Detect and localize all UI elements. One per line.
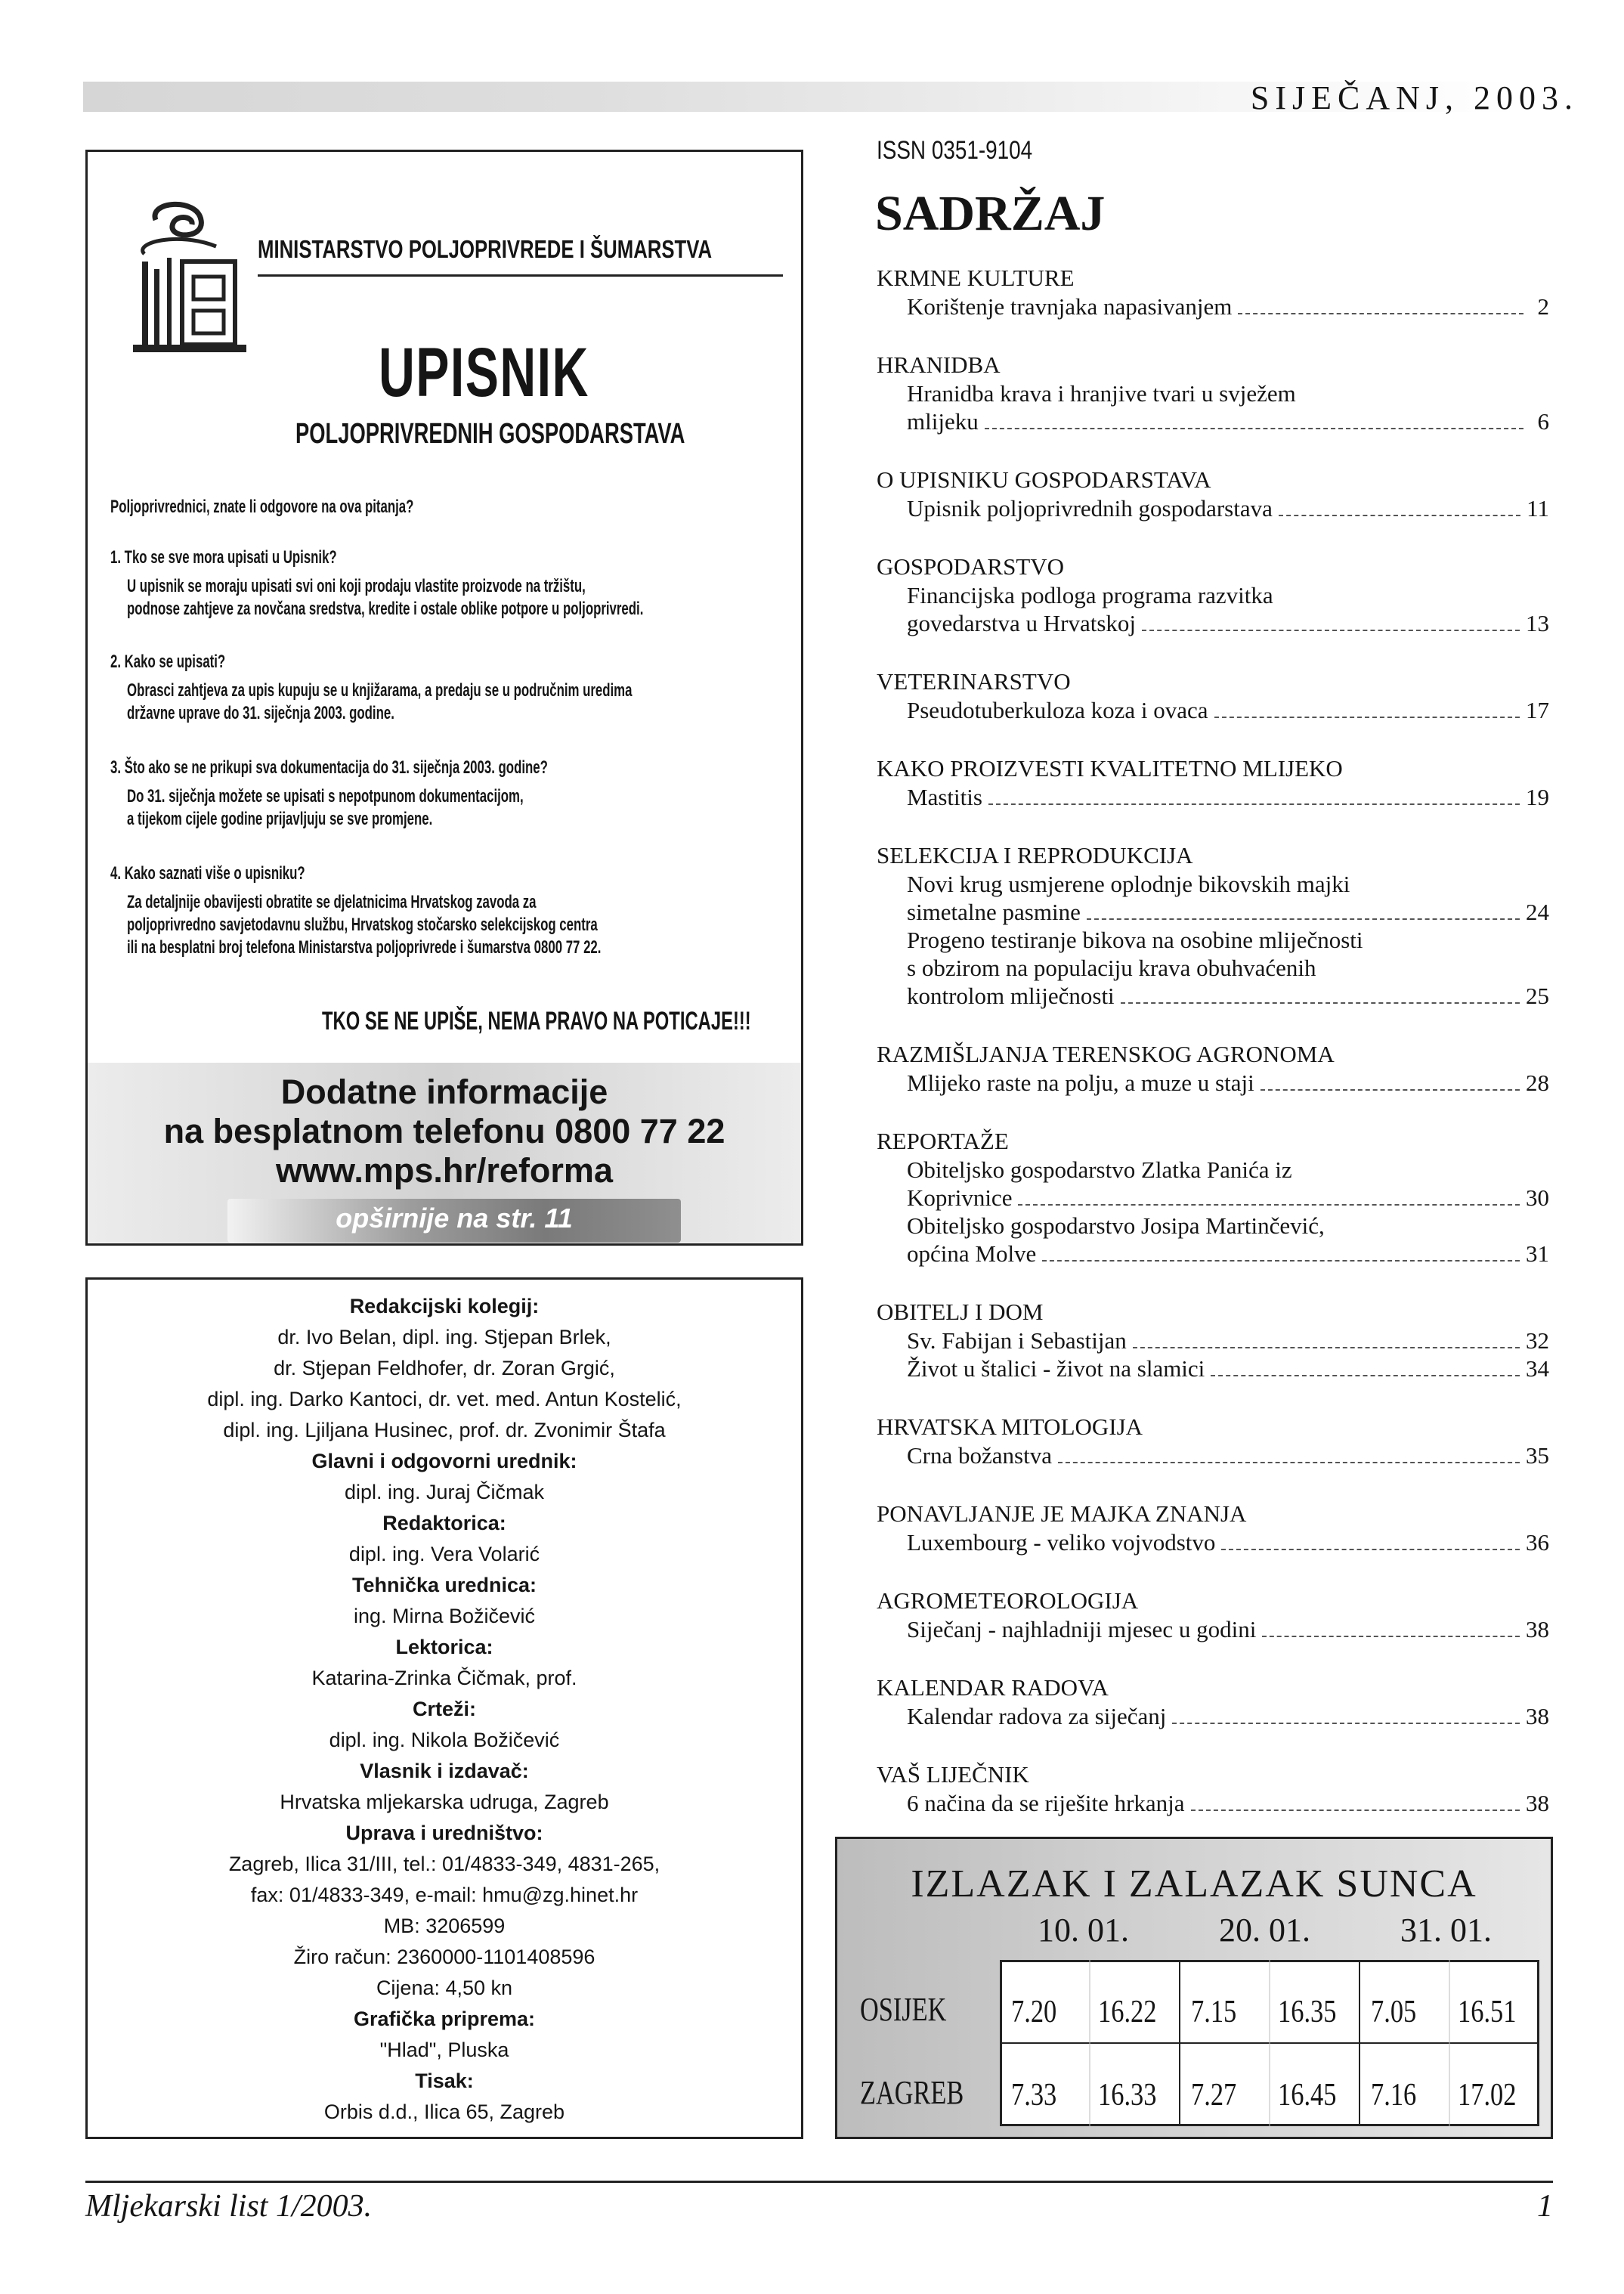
toc-section: PONAVLJANJE JE MAJKA ZNANJA — [877, 1500, 1247, 1527]
toc-page-number: 38 — [1526, 1790, 1549, 1816]
toc-page-number: 38 — [1526, 1616, 1549, 1642]
answer-4-line-3: ili na besplatni broj telefona Ministarstva poljoprivrede i šumarstva 0800 77 22. — [127, 937, 602, 958]
toc-entry[interactable] — [907, 1616, 1549, 1643]
editorial-role: Crteži: — [412, 1698, 476, 1720]
toc-leader — [1261, 1089, 1520, 1091]
sunset-time: 16.51 — [1458, 1995, 1517, 2029]
sunrise-time: 7.16 — [1371, 2078, 1417, 2113]
editorial-role: Lektorica: — [395, 1636, 493, 1658]
toc-entry-title: Kalendar radova za siječanj — [907, 1703, 1167, 1729]
registration-notice: TKO SE NE UPIŠE, NEMA PRAVO NA POTICAJE!!! — [322, 1007, 751, 1036]
toc-page-number: 24 — [1526, 899, 1549, 925]
toc-entry-title: Pseudotuberkuloza koza i ovaca — [907, 697, 1208, 723]
toc-entry[interactable] — [907, 983, 1549, 1010]
editorial-person: Orbis d.d., Ilica 65, Zagreb — [323, 2101, 565, 2123]
toc-page-number: 36 — [1526, 1529, 1549, 1556]
answer-4-line-1: Za detaljnije obavijesti obratite se djelatnicima Hrvatskog zavoda za — [127, 892, 537, 912]
editorial-person: dr. Ivo Belan, dipl. ing. Stjepan Brlek, — [277, 1326, 611, 1348]
toc-entry[interactable] — [907, 1327, 1549, 1354]
toc-entry-title: Mlijeko raste na polju, a muze u staji — [907, 1070, 1254, 1096]
info-phone: na besplatnom telefonu 0800 77 22 — [163, 1112, 725, 1150]
city-zagreb: ZAGREB — [860, 2074, 964, 2111]
toc-leader — [1133, 1347, 1520, 1348]
editorial-person: Hrvatska mljekarska udruga, Zagreb — [280, 1791, 609, 1813]
toc-entry-line: Novi krug usmjerene oplodnje bikovskih majki — [907, 871, 1350, 897]
toc-entry-title: mlijeku — [907, 408, 979, 435]
sunrise-time: 7.15 — [1191, 1995, 1237, 2029]
editorial-person: "Hlad", Pluska — [379, 2039, 509, 2061]
editorial-role: Vlasnik i izdavač: — [360, 1760, 529, 1782]
journal-issue: Mljekarski list 1/2003. — [85, 2189, 373, 2224]
sunrise-time: 7.27 — [1191, 2078, 1237, 2113]
toc-entry[interactable] — [907, 1355, 1549, 1382]
toc-entry-title: kontrolom mliječnosti — [907, 983, 1115, 1009]
toc-leader — [1211, 1375, 1520, 1376]
toc-section: REPORTAŽE — [877, 1128, 1009, 1154]
toc-leader — [1121, 1002, 1520, 1004]
toc-section: OBITELJ I DOM — [877, 1299, 1044, 1325]
issn: ISSN 0351-9104 — [877, 136, 1033, 165]
editorial-person: Cijena: 4,50 kn — [376, 1977, 513, 1999]
toc-entry-title: Luxembourg - veliko vojvodstvo — [907, 1529, 1216, 1556]
toc-entry[interactable] — [907, 1070, 1549, 1097]
toc-section: HRANIDBA — [877, 351, 1001, 378]
title-divider — [258, 274, 783, 277]
editorial-role: Grafička priprema: — [353, 2008, 536, 2030]
editorial-person: dipl. ing. Ljiljana Husinec, prof. dr. Zvonimir Štafa — [223, 1419, 666, 1441]
answer-1-line-2: podnose zahtjeve za novčana sredstva, kredite i ostale oblike potpore u poljoprivredi. — [127, 599, 644, 619]
toc-leader — [1058, 1462, 1520, 1463]
question-1: 1. Tko se sve mora upisati u Upisnik? — [110, 547, 337, 568]
toc-entry-title: govedarstva u Hrvatskoj — [907, 610, 1137, 636]
toc-entry[interactable] — [907, 610, 1549, 637]
toc-page-number: 28 — [1526, 1070, 1549, 1096]
sunset-time: 17.02 — [1458, 2078, 1517, 2113]
toc-page-number: 30 — [1526, 1184, 1549, 1211]
sunrise-time: 7.20 — [1011, 1995, 1057, 2029]
editorial-role: Uprava i uredništvo: — [345, 1822, 543, 1844]
toc-page-number: 6 — [1537, 408, 1549, 435]
editorial-person: MB: 3206599 — [383, 1915, 506, 1937]
editorial-person: fax: 01/4833-349, e-mail: hmu@zg.hinet.hr — [250, 1884, 639, 1906]
editorial-person: dipl. ing. Vera Volarić — [348, 1543, 540, 1565]
question-2: 2. Kako se upisati? — [110, 652, 226, 672]
toc-entry-title: Život u štalici - život na slamici — [907, 1355, 1205, 1382]
toc-page-number: 31 — [1526, 1240, 1549, 1267]
toc-entry[interactable] — [907, 697, 1549, 724]
toc-page-number: 32 — [1526, 1327, 1549, 1354]
toc-leader — [1262, 1636, 1520, 1637]
info-line-1: Dodatne informacije — [280, 1073, 608, 1111]
toc-entry-title: Korištenje travnjaka napasivanjem — [907, 293, 1233, 320]
editorial-role: Redakcijski kolegij: — [349, 1295, 540, 1317]
toc-leader — [1191, 1810, 1520, 1811]
editorial-person: ing. Mirna Božičević — [353, 1605, 536, 1627]
ministry-announcement-box — [85, 150, 803, 1246]
date-header: 20. 01. — [1219, 1912, 1310, 1949]
editorial-person: Zagreb, Ilica 31/III, tel.: 01/4833-349, 4831-265, — [228, 1853, 660, 1875]
toc-leader — [1018, 1204, 1520, 1206]
toc-entry-line: s obzirom na populaciju krava obuhvaćenih — [907, 955, 1316, 981]
toc-page-number: 35 — [1526, 1442, 1549, 1469]
sunrise-sunset-table — [835, 1837, 1553, 2139]
page-reference: opširnije na str. 11 — [336, 1203, 573, 1234]
toc-leader — [1214, 717, 1520, 718]
answer-2-line-2: državne uprave do 31. siječnja 2003. godine. — [127, 703, 394, 723]
toc-leader — [988, 803, 1520, 805]
date-header: 31. 01. — [1400, 1912, 1492, 1949]
question-4: 4. Kako saznati više o upisniku? — [110, 863, 305, 884]
city-osijek: OSIJEK — [860, 1991, 947, 2028]
announcement-subtitle: POLJOPRIVREDNIH GOSPODARSTAVA — [295, 418, 685, 450]
toc-leader — [1221, 1549, 1520, 1550]
toc-leader — [1238, 313, 1523, 314]
editorial-person: dipl. ing. Juraj Čičmak — [344, 1481, 545, 1503]
answer-4-line-2: poljoprivredno savjetodavnu službu, Hrvatskog stočarsko selekcijskog centra — [127, 915, 598, 935]
announcement-title: UPISNIK — [379, 334, 589, 411]
editorial-role: Tehnička urednica: — [351, 1574, 537, 1596]
toc-entry[interactable] — [907, 293, 1549, 320]
date-header: 10. 01. — [1038, 1912, 1129, 1949]
sunset-time: 16.22 — [1098, 1995, 1157, 2029]
toc-section: KALENDAR RADOVA — [877, 1674, 1109, 1701]
toc-section: KAKO PROIZVESTI KVALITETNO MLIJEKO — [877, 755, 1343, 782]
sunset-time: 16.45 — [1278, 2078, 1337, 2113]
toc-entry-title: Siječanj - najhladniji mjesec u godini — [907, 1616, 1257, 1642]
toc-entry-title: Crna božanstva — [907, 1442, 1052, 1469]
answer-3-line-1: Do 31. siječnja možete se upisati s nepotpunom dokumentacijom, — [127, 786, 524, 806]
toc-leader — [1142, 630, 1520, 631]
toc-entry[interactable] — [907, 408, 1549, 435]
ministry-logo-icon — [125, 197, 254, 371]
toc-entry-line: Obiteljsko gospodarstvo Josipa Martinčević, — [907, 1212, 1325, 1239]
toc-leader — [985, 428, 1523, 429]
editorial-person: dipl. ing. Darko Kantoci, dr. vet. med. Antun Kostelić, — [207, 1388, 682, 1410]
toc-entry-title: Upisnik poljoprivrednih gospodarstava — [907, 495, 1273, 522]
toc-leader — [1087, 918, 1520, 920]
toc-entry-line: Financijska podloga programa razvitka — [907, 582, 1273, 608]
editorial-role: Redaktorica: — [382, 1512, 506, 1534]
toc-entry-title: simetalne pasmine — [907, 899, 1081, 925]
sunset-time: 16.35 — [1278, 1995, 1337, 2029]
toc-entry[interactable] — [907, 495, 1549, 522]
toc-page-number: 25 — [1526, 983, 1549, 1009]
toc-page-number: 38 — [1526, 1703, 1549, 1729]
editorial-person: Žiro račun: 2360000-1101408596 — [293, 1946, 595, 1968]
sunset-time: 16.33 — [1098, 2078, 1157, 2113]
toc-section: AGROMETEOROLOGIJA — [877, 1587, 1139, 1614]
toc-leader — [1279, 515, 1520, 516]
toc-entry-title: 6 načina da se riješite hrkanja — [907, 1790, 1185, 1816]
question-3: 3. Što ako se ne prikupi sva dokumentacija do 31. siječnja 2003. godine? — [110, 757, 548, 778]
answer-3-line-2: a tijekom cijele godine prijavljuju se sve promjene. — [127, 809, 433, 829]
answer-1-line-1: U upisnik se moraju upisati svi oni koji prodaju vlastite proizvode na tržištu, — [127, 576, 586, 596]
toc-entry[interactable] — [907, 1184, 1549, 1212]
toc-page-number: 11 — [1527, 495, 1549, 522]
toc-entry-line: Progeno testiranje bikova na osobine mliječnosti — [907, 927, 1363, 953]
toc-leader — [1042, 1260, 1520, 1262]
toc-section: GOSPODARSTVO — [877, 553, 1065, 580]
footer-divider — [85, 2181, 1553, 2183]
toc-entry[interactable] — [907, 784, 1549, 811]
toc-entry-title: Koprivnice — [907, 1184, 1013, 1211]
intro-question: Poljoprivrednici, znate li odgovore na ova pitanja? — [110, 497, 414, 517]
ministry-name: MINISTARSTVO POLJOPRIVREDE I ŠUMARSTVA — [258, 235, 713, 263]
toc-section: O UPISNIKU GOSPODARSTAVA — [877, 466, 1211, 493]
sunrise-time: 7.33 — [1011, 2078, 1057, 2113]
toc-entry-title: Sv. Fabijan i Sebastijan — [907, 1327, 1127, 1354]
editorial-person: dr. Stjepan Feldhofer, dr. Zoran Grgić, — [274, 1357, 615, 1379]
toc-page-number: 17 — [1526, 697, 1549, 723]
page-number: 1 — [1537, 2189, 1553, 2224]
editorial-role: Tisak: — [415, 2070, 474, 2092]
toc-section: SELEKCIJA I REPRODUKCIJA — [877, 842, 1193, 868]
toc-entry-title: općina Molve — [907, 1240, 1037, 1267]
toc-page-number: 2 — [1537, 293, 1549, 320]
toc-entry[interactable] — [907, 1240, 1549, 1268]
toc-entry-line: Obiteljsko gospodarstvo Zlatka Panića iz — [907, 1156, 1292, 1183]
toc-page-number: 13 — [1526, 610, 1549, 636]
toc-entry[interactable] — [907, 1790, 1549, 1817]
answer-2-line-1: Obrasci zahtjeva za upis kupuju se u knjižarama, a predaju se u područnim uredima — [127, 680, 633, 701]
toc-leader — [1172, 1723, 1520, 1724]
table-title: IZLAZAK I ZALAZAK SUNCA — [911, 1862, 1477, 1905]
editorial-person: dipl. ing. Nikola Božičević — [329, 1729, 560, 1751]
toc-entry-title: Mastitis — [907, 784, 982, 810]
toc-entry[interactable] — [907, 1703, 1549, 1730]
toc-entry[interactable] — [907, 899, 1549, 926]
toc-entry-line: Hranidba krava i hranjive tvari u svježem — [907, 380, 1296, 407]
toc-section: RAZMIŠLJANJA TERENSKOG AGRONOMA — [877, 1041, 1335, 1067]
toc-section: HRVATSKA MITOLOGIJA — [877, 1413, 1143, 1440]
editorial-person: Katarina-Zrinka Čičmak, prof. — [311, 1667, 577, 1689]
info-website[interactable]: www.mps.hr/reforma — [276, 1151, 613, 1190]
toc-page-number: 34 — [1526, 1355, 1549, 1382]
editorial-role: Glavni i odgovorni urednik: — [311, 1450, 577, 1472]
toc-entry[interactable] — [907, 1529, 1549, 1556]
toc-section: KRMNE KULTURE — [877, 265, 1075, 291]
contents-title: SADRŽAJ — [875, 186, 1106, 241]
issue-date: SIJEČANJ, 2003. — [1250, 79, 1579, 116]
sunrise-time: 7.05 — [1371, 1995, 1417, 2029]
toc-page-number: 19 — [1526, 784, 1549, 810]
toc-section: VAŠ LIJEČNIK — [877, 1761, 1029, 1788]
toc-section: VETERINARSTVO — [877, 668, 1071, 695]
toc-entry[interactable] — [907, 1442, 1549, 1469]
editorial-staff-box — [85, 1277, 803, 2139]
